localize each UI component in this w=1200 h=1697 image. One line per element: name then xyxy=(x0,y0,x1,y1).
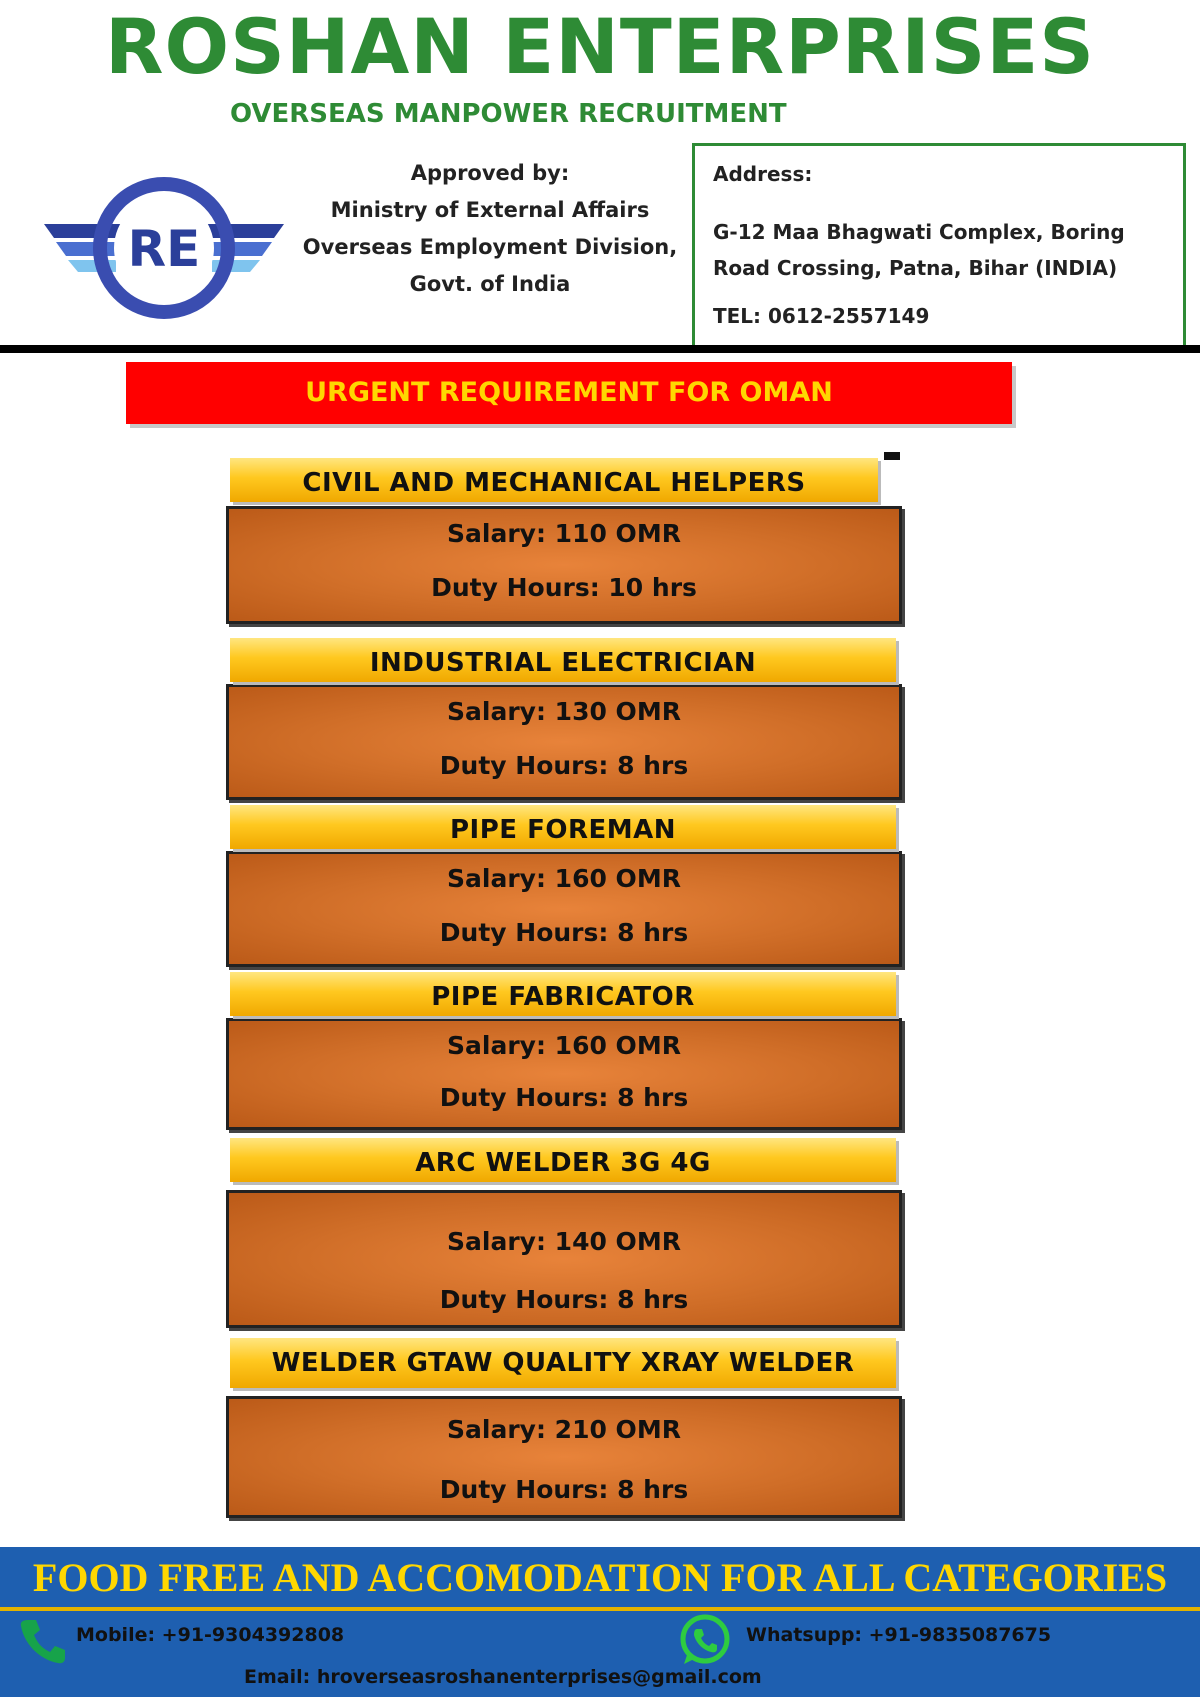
job-salary: Salary: 210 OMR xyxy=(447,1415,681,1444)
job-card-pipe-foreman xyxy=(226,851,902,967)
svg-text:RE: RE xyxy=(127,220,201,278)
urgent-banner: URGENT REQUIREMENT FOR OMAN xyxy=(126,362,1012,424)
job-duty-hours: Duty Hours: 8 hrs xyxy=(439,751,689,780)
footer-mobile: Mobile: +91-9304392808 xyxy=(76,1624,345,1646)
job-title: PIPE FOREMAN xyxy=(230,805,896,849)
job-card-pipe-fabricator xyxy=(226,1018,902,1130)
footer-email-address[interactable]: hroverseasroshanenterprises@gmail.com xyxy=(316,1666,762,1688)
job-card-arc-welder xyxy=(226,1190,902,1328)
job-card-civil-mechanical-helpers xyxy=(226,506,902,624)
approval-line: Overseas Employment Division, xyxy=(302,235,678,259)
job-salary: Salary: 110 OMR xyxy=(447,519,681,548)
job-salary: Salary: 160 OMR xyxy=(447,864,681,893)
job-duty-hours: Duty Hours: 8 hrs xyxy=(439,1083,689,1112)
job-salary: Salary: 130 OMR xyxy=(447,697,681,726)
job-title: PIPE FABRICATOR xyxy=(230,972,896,1016)
address-label: Address: xyxy=(713,162,813,186)
logo-emblem xyxy=(44,176,284,336)
job-card-corner xyxy=(884,452,900,460)
approval-line: Govt. of India xyxy=(409,272,571,296)
job-title: ARC WELDER 3G 4G xyxy=(230,1138,896,1182)
company-name: ROSHAN ENTERPRISES xyxy=(104,2,1096,91)
address-telephone: TEL: 0612-2557149 xyxy=(713,304,930,328)
whatsapp-icon xyxy=(676,1612,734,1668)
job-duty-hours: Duty Hours: 8 hrs xyxy=(439,1475,689,1504)
job-salary: Salary: 140 OMR xyxy=(447,1227,681,1256)
approval-block xyxy=(290,155,690,303)
footer-whatsapp: Whatsupp: +91-9835087675 xyxy=(746,1624,1052,1646)
job-duty-hours: Duty Hours: 8 hrs xyxy=(439,1285,689,1314)
header-divider xyxy=(0,345,1200,353)
footer-email xyxy=(244,1666,762,1688)
footer-email-label: Email: xyxy=(244,1666,311,1688)
job-card-gtaw-xray-welder xyxy=(226,1396,902,1518)
job-duty-hours: Duty Hours: 8 hrs xyxy=(439,918,689,947)
company-tagline: OVERSEAS MANPOWER RECRUITMENT xyxy=(230,99,787,129)
footer-divider xyxy=(0,1607,1200,1611)
job-card-industrial-electrician xyxy=(226,684,902,800)
job-title: CIVIL AND MECHANICAL HELPERS xyxy=(230,458,878,502)
job-duty-hours: Duty Hours: 10 hrs xyxy=(431,573,697,602)
approval-line: Ministry of External Affairs xyxy=(330,198,650,222)
job-salary: Salary: 160 OMR xyxy=(447,1031,681,1060)
address-box xyxy=(692,143,1186,345)
approval-label: Approved by: xyxy=(410,161,570,185)
address-text: G-12 Maa Bhagwati Complex, Boring Road Crossing, Patna, Bihar (INDIA) xyxy=(713,220,1125,280)
phone-icon xyxy=(18,1616,68,1666)
job-title: INDUSTRIAL ELECTRICIAN xyxy=(230,638,896,682)
job-title: WELDER GTAW QUALITY XRAY WELDER xyxy=(230,1338,896,1388)
footer-headline: FOOD FREE AND ACCOMODATION FOR ALL CATEGORIES xyxy=(32,1555,1168,1600)
